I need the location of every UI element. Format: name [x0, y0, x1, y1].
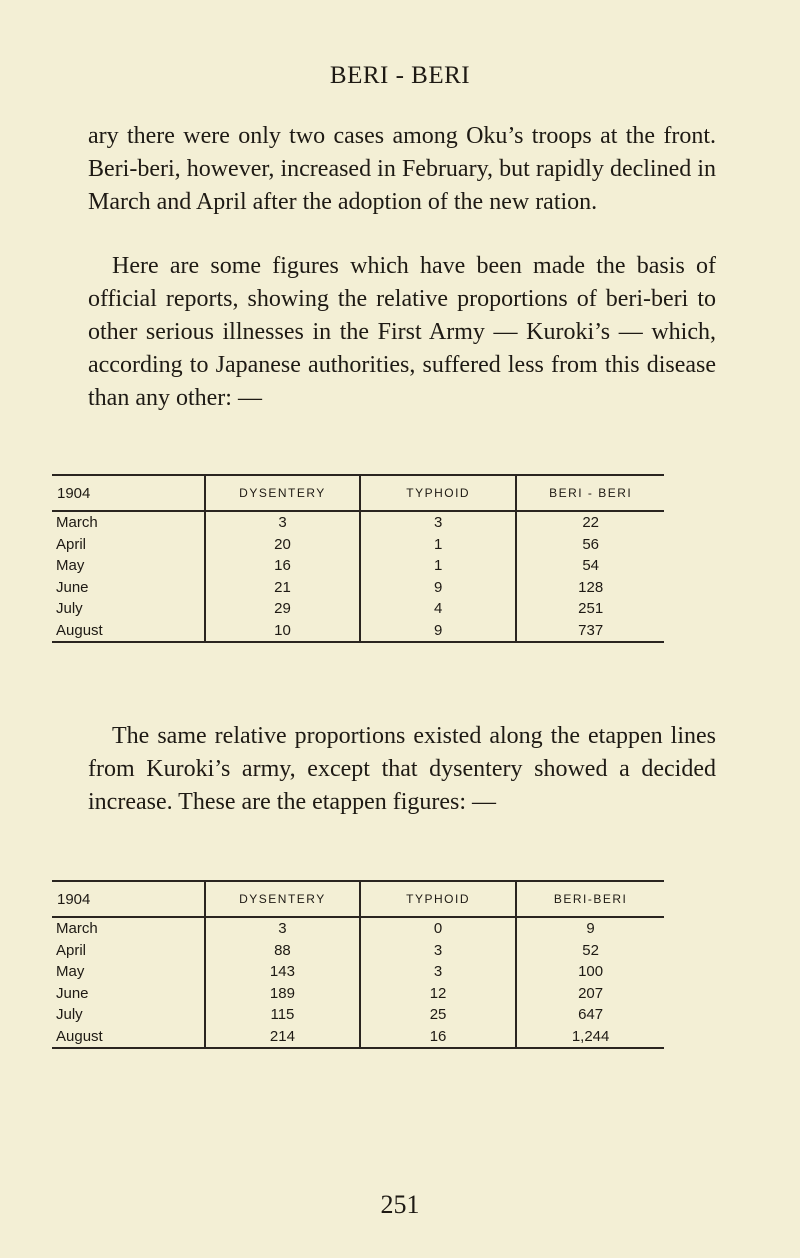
table-row — [52, 534, 664, 556]
month-cell: July — [56, 1006, 83, 1023]
table-row — [52, 511, 664, 534]
month-cell: April — [56, 941, 87, 959]
dysentery-cell: 88 — [205, 940, 360, 962]
beri-beri-cell: 100 — [516, 961, 664, 983]
table-row — [52, 1026, 664, 1049]
header-typhoid: TYPHOID — [360, 881, 516, 917]
month-cell: May — [56, 963, 85, 980]
beri-beri-cell: 1,244 — [516, 1026, 664, 1049]
typhoid-cell: 9 — [360, 620, 516, 643]
header-beri-beri: BERI-BERI — [516, 881, 664, 917]
month-cell: June — [56, 984, 89, 1002]
month-cell: August — [52, 620, 205, 643]
month-cell: April — [56, 535, 87, 553]
paragraph-continuation: ary there were only two cases among Oku’s troops at the front. Beri-beri, however, increased in February, but rapidly declined in March and April after the adoption of the new ration. — [88, 123, 716, 215]
table-row — [52, 917, 664, 940]
dysentery-cell: 29 — [205, 598, 360, 620]
typhoid-cell: 4 — [360, 598, 516, 620]
table-row — [52, 555, 664, 577]
beri-beri-cell: 737 — [516, 620, 664, 643]
beri-beri-cell: 251 — [516, 598, 664, 620]
typhoid-cell: 25 — [360, 1004, 516, 1026]
beri-beri-cell: 52 — [516, 940, 664, 962]
header-year: 1904 — [52, 475, 205, 511]
paragraph-etappen: The same relative proportions existed along the etappen lines from Kuroki’s army, except that dysentery showed a decided increase. These are the etappen figures: — — [88, 723, 716, 815]
beri-beri-cell: 128 — [516, 577, 664, 599]
running-head: BERI - BERI — [329, 62, 471, 89]
month-cell: June — [56, 578, 89, 596]
header-dysentery: DYSENTERY — [205, 881, 360, 917]
table-row — [52, 577, 664, 599]
dysentery-cell: 189 — [205, 983, 360, 1005]
dysentery-cell: 115 — [205, 1004, 360, 1026]
header-beri-beri: BERI - BERI — [516, 475, 664, 511]
typhoid-cell: 3 — [360, 511, 516, 534]
typhoid-cell: 3 — [360, 940, 516, 962]
dysentery-cell: 214 — [205, 1026, 360, 1049]
table-header-row — [52, 881, 664, 917]
dysentery-cell: 10 — [205, 620, 360, 643]
table-row — [52, 983, 664, 1005]
page-number: 251 — [380, 1190, 420, 1219]
beri-beri-cell: 207 — [516, 983, 664, 1005]
typhoid-cell: 9 — [360, 577, 516, 599]
typhoid-cell: 12 — [360, 983, 516, 1005]
table-row — [52, 598, 664, 620]
typhoid-cell: 1 — [360, 534, 516, 556]
dysentery-cell: 16 — [205, 555, 360, 577]
month-cell: May — [56, 557, 85, 574]
header-dysentery: DYSENTERY — [205, 475, 360, 511]
month-cell: March — [56, 920, 98, 937]
dysentery-cell: 21 — [205, 577, 360, 599]
month-cell: August — [52, 1026, 205, 1049]
table-header-row — [52, 475, 664, 511]
table-row — [52, 940, 664, 962]
typhoid-cell: 1 — [360, 555, 516, 577]
dysentery-cell: 3 — [205, 511, 360, 534]
typhoid-cell: 0 — [360, 917, 516, 940]
table-row — [52, 620, 664, 643]
month-cell: July — [56, 600, 83, 617]
etappen-table — [52, 880, 664, 1049]
beri-beri-cell: 9 — [516, 917, 664, 940]
dysentery-cell: 143 — [205, 961, 360, 983]
beri-beri-cell: 22 — [516, 511, 664, 534]
table-row — [52, 961, 664, 983]
first-army-table — [52, 474, 664, 643]
paragraph-first-army: Here are some figures which have been made the basis of official reports, showing the relative proportions of beri-beri to other serious illnesses in the First Army — Kuroki’s — which, according to Japanese authorities, suffered less from this disease than any other: — — [88, 253, 716, 411]
dysentery-cell: 3 — [205, 917, 360, 940]
beri-beri-cell: 54 — [516, 555, 664, 577]
typhoid-cell: 3 — [360, 961, 516, 983]
header-typhoid: TYPHOID — [360, 475, 516, 511]
header-year: 1904 — [52, 881, 205, 917]
month-cell: March — [56, 514, 98, 531]
beri-beri-cell: 647 — [516, 1004, 664, 1026]
table-row — [52, 1004, 664, 1026]
typhoid-cell: 16 — [360, 1026, 516, 1049]
beri-beri-cell: 56 — [516, 534, 664, 556]
dysentery-cell: 20 — [205, 534, 360, 556]
